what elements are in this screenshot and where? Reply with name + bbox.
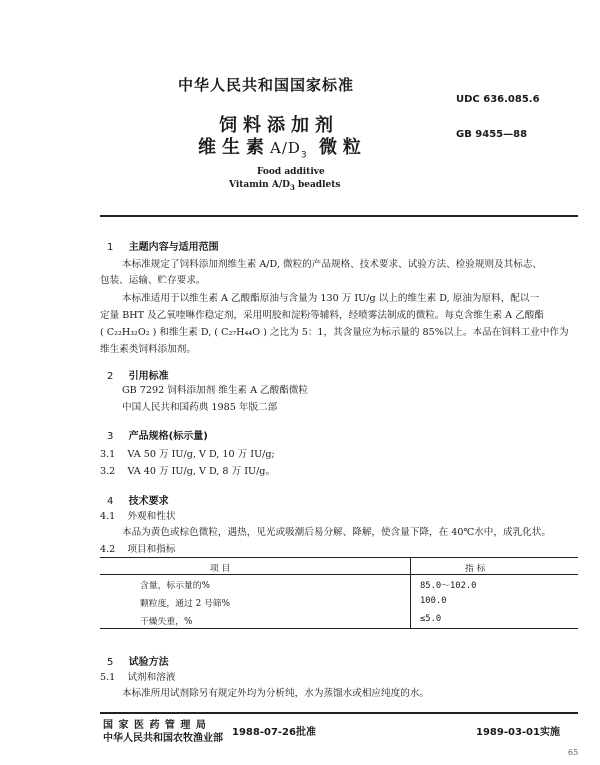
english-title-line-2: [229, 180, 340, 192]
spec-item-3-1-text: VA 50 万 IU/g, V D, 10 万 IU/g;: [127, 449, 275, 460]
section-5-number: 5: [107, 657, 114, 668]
table-row-2-item: 颗粒度，通过 2 号筛%: [140, 599, 230, 609]
subsection-4-2-heading: [100, 542, 175, 558]
section-1-paragraph-2-line-1: 本标准适用于以维生素 A 乙酸酯原油与含量为 130 万 IU/g 以上的维生素 D, 原油为原料，配以一: [122, 293, 540, 304]
section-2-title: 引用标准: [128, 371, 169, 382]
footer-rule: [100, 712, 578, 714]
section-1-number: 1: [107, 242, 114, 253]
title-ad: A/D: [270, 139, 301, 157]
gb-code: GB 9455—88: [456, 129, 528, 140]
standard-title-line-1: 饲料添加剂: [219, 115, 339, 136]
section-1-paragraph-1-line-2: 包装、运输、贮存要求。: [100, 275, 206, 286]
approval-date: 1988-07-26批准: [232, 727, 316, 738]
table-header-rule: [100, 574, 578, 575]
section-4-title: 技术要求: [128, 496, 169, 507]
spec-item-3-2: [100, 464, 275, 480]
section-3-heading: [107, 424, 208, 443]
issuer-line-1: 国 家 医 药 管 理 局: [103, 720, 207, 731]
table-row-3-value: ≤5.0: [420, 614, 442, 624]
section-1-title: 主题内容与适用范围: [128, 242, 219, 253]
english-title-vitamin: Vitamin A/D: [229, 180, 290, 190]
issuer-line-2: 中华人民共和国农牧渔业部: [103, 733, 223, 744]
table-top-rule: [100, 557, 578, 558]
spec-item-3-2-number: 3.2: [100, 466, 116, 477]
section-3-number: 3: [107, 431, 114, 442]
table-header-item: 项 目: [210, 564, 231, 574]
section-1-paragraph-2-line-2: 定量 BHT 及乙氧喹啉作稳定剂，采用明胶和淀粉等辅料，经喷雾法制成的微粒。每克含维生素 A 乙酸酯: [100, 310, 544, 321]
section-1-heading: [107, 235, 219, 254]
section-1-paragraph-2-line-4: 维生素类饲料添加剂。: [100, 344, 196, 355]
table-column-divider: [410, 557, 411, 629]
national-standard-title: 中华人民共和国国家标准: [178, 76, 355, 94]
subsection-5-1-text: 本标准所用试剂除另有规定外均为分析纯，水为蒸馏水或相应纯度的水。: [122, 688, 429, 699]
table-row-2-value: 100.0: [420, 596, 447, 606]
subsection-5-1-title: 试剂和溶液: [127, 672, 176, 683]
subsection-4-2-title: 项目和指标: [127, 544, 176, 555]
english-title-beadlets: beadlets: [294, 180, 341, 190]
udc-code: UDC 636.085.6: [456, 94, 540, 105]
page-number: 65: [568, 748, 579, 757]
section-5-heading: [107, 650, 169, 669]
subsection-5-1-heading: [100, 670, 175, 686]
table-row-1-value: 85.0～102.0: [420, 581, 477, 591]
spec-item-3-1: [100, 447, 275, 463]
section-4-heading: [107, 489, 169, 508]
table-row-1-item: 含量，标示量的%: [140, 581, 210, 591]
section-3-title: 产品规格(标示量): [128, 431, 208, 442]
subsection-5-1-number: 5.1: [100, 672, 116, 683]
subsection-4-2-number: 4.2: [100, 544, 116, 555]
subsection-4-1-title: 外观和性状: [127, 511, 176, 522]
table-row-3-item: 干燥失重，%: [140, 617, 193, 627]
english-title-subscript: 3: [289, 182, 295, 192]
header-rule: [100, 215, 578, 217]
subsection-4-1-text: 本品为黄色或棕色微粒，遇热，见光或吸潮后易分解、降解，使含量下降，在 40℃水中，成乳化状。: [122, 527, 551, 538]
section-1-paragraph-2-line-3: ( C₂₂H₃₂O₂ ) 和维生素 D, ( C₂₇H₄₄O ) 之比为 5：1，其含量应为标示量的 85%以上。本品在饲料工业中作为: [100, 327, 569, 338]
subsection-4-1-number: 4.1: [100, 511, 116, 522]
section-5-title: 试验方法: [128, 657, 169, 668]
reference-standard-2: 中国人民共和国药典 1985 年版二部: [122, 402, 278, 413]
title-beadlet: 微粒: [318, 137, 367, 158]
standard-title-line-2: [198, 133, 367, 161]
title-vitamin: 维生素: [198, 137, 270, 158]
table-header-index: 指 标: [465, 564, 486, 574]
spec-item-3-1-number: 3.1: [100, 449, 116, 460]
section-2-number: 2: [107, 371, 114, 382]
subsection-4-1-heading: [100, 509, 175, 525]
section-1-paragraph-1-line-1: 本标准规定了饲料添加剂维生素 A/D, 微粒的产品规格、技术要求、试验方法、检验规则及其标志、: [122, 259, 543, 270]
specification-table: [100, 557, 578, 629]
section-2-heading: [107, 364, 169, 383]
effective-date: 1989-03-01实施: [476, 727, 560, 738]
table-bottom-rule: [100, 628, 578, 629]
spec-item-3-2-text: VA 40 万 IU/g, V D, 8 万 IU/g。: [127, 466, 276, 477]
reference-standard-1: GB 7292 饲料添加剂 维生素 A 乙酸酯微粒: [122, 385, 309, 396]
title-ad-subscript: 3: [300, 150, 307, 161]
section-4-number: 4: [107, 496, 114, 507]
english-title-line-1: Food additive: [257, 167, 325, 177]
